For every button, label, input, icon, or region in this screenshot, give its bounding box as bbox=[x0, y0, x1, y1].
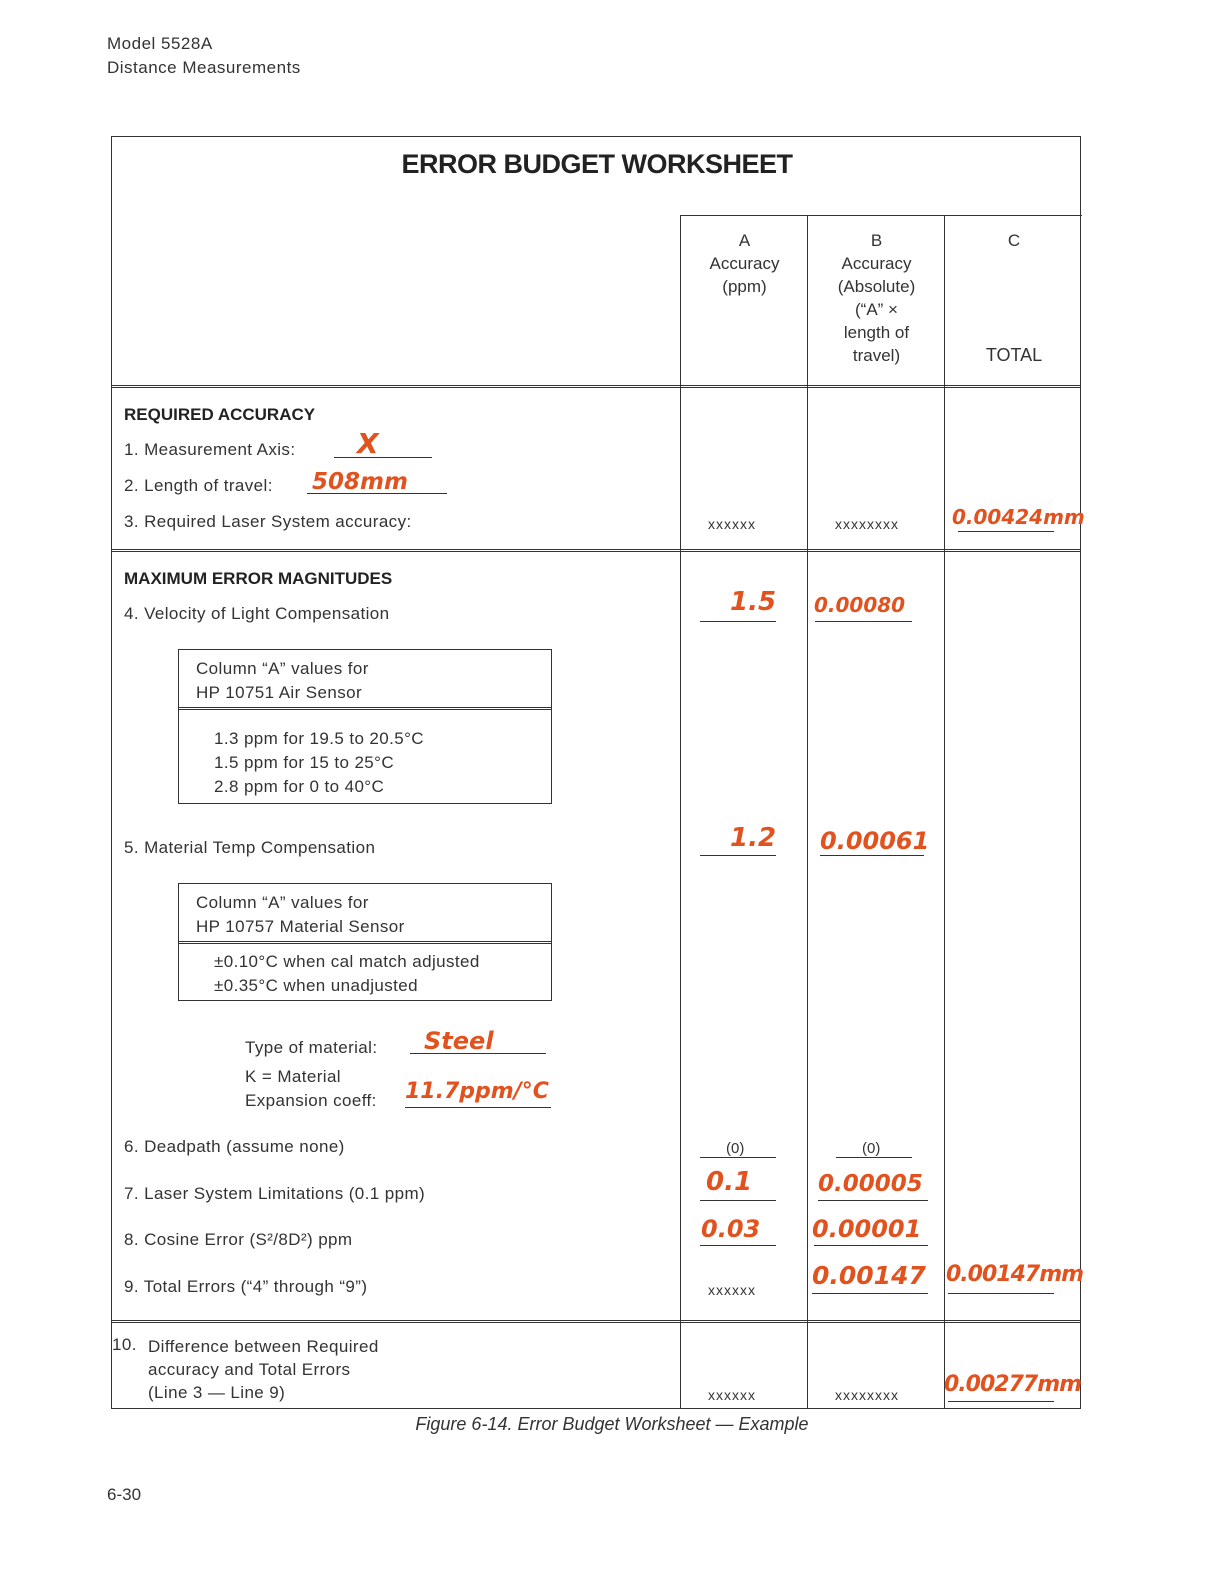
row-8-label: 8. Cosine Error (S²/8D²) ppm bbox=[124, 1230, 353, 1249]
column-c-letter: C bbox=[1007, 231, 1021, 250]
row-6-a: (0) bbox=[726, 1140, 745, 1157]
row-10-c: 0.00277mm bbox=[944, 1372, 1082, 1397]
separator-2 bbox=[112, 549, 1080, 552]
column-b-label: Accuracy bbox=[841, 254, 912, 273]
row-9-label: 9. Total Errors (“4” through “9”) bbox=[124, 1277, 368, 1296]
row-3-c: 0.00424mm bbox=[952, 505, 1085, 529]
row-3-b: xxxxxxxx bbox=[835, 516, 899, 532]
column-header-top bbox=[680, 215, 1082, 216]
row-2-value: 508mm bbox=[312, 469, 408, 495]
row-9-b-underline bbox=[812, 1293, 928, 1294]
row-5-a: 1.2 bbox=[730, 823, 777, 853]
row-1-underline bbox=[334, 457, 432, 458]
row-6-label: 6. Deadpath (assume none) bbox=[124, 1137, 345, 1156]
row-8-b: 0.00001 bbox=[812, 1215, 922, 1243]
row-4-a: 1.5 bbox=[730, 587, 777, 617]
row-6-a-underline bbox=[700, 1157, 776, 1158]
expansion-coeff-label-1: K = Material bbox=[245, 1067, 341, 1086]
material-sensor-value-1: ±0.10°C when cal match adjusted bbox=[214, 952, 480, 971]
row-7-b-underline bbox=[818, 1200, 928, 1201]
row-3-a: xxxxxx bbox=[708, 516, 756, 532]
air-sensor-box bbox=[178, 649, 552, 804]
model-header: Model 5528A bbox=[107, 34, 213, 53]
row-9-c-underline bbox=[948, 1293, 1054, 1294]
column-b-label-4: length of bbox=[843, 323, 910, 342]
row-9-a: xxxxxx bbox=[708, 1282, 756, 1298]
separator-3 bbox=[112, 1320, 1080, 1323]
row-10-label bbox=[148, 1335, 379, 1404]
row-10-label-1: Difference between Required bbox=[148, 1337, 379, 1356]
row-4-a-underline bbox=[700, 621, 776, 622]
row-3-c-underline bbox=[958, 531, 1054, 532]
row-10-number: 10. bbox=[112, 1335, 137, 1354]
row-2-label: 2. Length of travel: bbox=[124, 476, 273, 495]
column-c-label: TOTAL bbox=[985, 345, 1043, 365]
air-sensor-box-head: Column “A” values for bbox=[196, 659, 369, 678]
row-5-a-underline bbox=[700, 855, 776, 856]
row-8-b-underline bbox=[814, 1245, 928, 1246]
row-6-b: (0) bbox=[862, 1140, 881, 1157]
material-sensor-box-head: Column “A” values for bbox=[196, 893, 369, 912]
column-a-label: Accuracy bbox=[709, 254, 780, 273]
expansion-coeff-value: 11.7ppm/°C bbox=[405, 1079, 549, 1104]
row-5-b: 0.00061 bbox=[820, 827, 930, 855]
figure-caption: Figure 6-14. Error Budget Worksheet — Example bbox=[415, 1414, 809, 1434]
material-sensor-value-2: ±0.35°C when unadjusted bbox=[214, 976, 418, 995]
column-b-label-5: travel) bbox=[852, 346, 901, 365]
worksheet-title: ERROR BUDGET WORKSHEET bbox=[401, 149, 793, 179]
expansion-coeff-label-2: Expansion coeff: bbox=[245, 1091, 377, 1110]
column-a-header bbox=[682, 229, 807, 298]
air-sensor-box-separator bbox=[179, 707, 551, 710]
required-accuracy-heading: REQUIRED ACCURACY bbox=[124, 405, 316, 424]
page-number: 6-30 bbox=[107, 1485, 142, 1504]
column-b-label-3: (“A” × bbox=[855, 300, 898, 319]
material-sensor-box-separator bbox=[179, 941, 551, 944]
row-7-a: 0.1 bbox=[706, 1167, 753, 1197]
error-budget-worksheet bbox=[111, 136, 1085, 1409]
row-10-b: xxxxxxxx bbox=[835, 1387, 899, 1403]
row-9-b: 0.00147 bbox=[812, 1261, 926, 1290]
column-b-label-2: (Absolute) bbox=[837, 277, 916, 296]
row-7-label: 7. Laser System Limitations (0.1 ppm) bbox=[124, 1184, 426, 1203]
column-a-letter: A bbox=[738, 231, 751, 250]
separator-1 bbox=[112, 385, 1080, 388]
row-8-a-underline bbox=[700, 1245, 776, 1246]
air-sensor-value-2: 1.5 ppm for 15 to 25°C bbox=[214, 753, 395, 772]
maximum-error-heading: MAXIMUM ERROR MAGNITUDES bbox=[124, 569, 393, 588]
column-c-header bbox=[946, 229, 1082, 367]
column-divider-a bbox=[680, 215, 681, 1408]
material-sensor-box bbox=[178, 883, 552, 1001]
air-sensor-value-3: 2.8 ppm for 0 to 40°C bbox=[214, 777, 385, 796]
column-b-letter: B bbox=[870, 231, 883, 250]
air-sensor-value-1: 1.3 ppm for 19.5 to 20.5°C bbox=[214, 729, 424, 748]
column-a-unit: (ppm) bbox=[722, 277, 767, 296]
row-10-c-underline bbox=[948, 1401, 1054, 1402]
column-b-header bbox=[809, 229, 944, 367]
row-1-label: 1. Measurement Axis: bbox=[124, 440, 296, 459]
row-4-label: 4. Velocity of Light Compensation bbox=[124, 604, 390, 623]
column-divider-c bbox=[944, 215, 945, 1408]
row-1-value: X bbox=[357, 427, 379, 460]
row-10-label-3: (Line 3 — Line 9) bbox=[148, 1383, 286, 1402]
row-3-label: 3. Required Laser System accuracy: bbox=[124, 512, 412, 531]
air-sensor-box-model: HP 10751 Air Sensor bbox=[196, 683, 363, 702]
expansion-coeff-underline bbox=[405, 1107, 551, 1108]
row-9-c: 0.00147mm bbox=[946, 1262, 1084, 1287]
row-7-b: 0.00005 bbox=[818, 1171, 923, 1197]
row-8-a: 0.03 bbox=[701, 1215, 761, 1243]
row-4-b: 0.00080 bbox=[814, 593, 906, 617]
material-sensor-box-model: HP 10757 Material Sensor bbox=[196, 917, 405, 936]
material-type-value: Steel bbox=[424, 1027, 494, 1055]
row-10-label-2: accuracy and Total Errors bbox=[148, 1360, 351, 1379]
row-5-label: 5. Material Temp Compensation bbox=[124, 838, 376, 857]
row-4-b-underline bbox=[815, 621, 912, 622]
row-7-a-underline bbox=[700, 1200, 776, 1201]
section-header: Distance Measurements bbox=[107, 58, 301, 77]
row-5-b-underline bbox=[820, 855, 924, 856]
row-10-a: xxxxxx bbox=[708, 1387, 756, 1403]
column-divider-b bbox=[807, 215, 808, 1408]
material-type-label: Type of material: bbox=[245, 1038, 378, 1057]
row-6-b-underline bbox=[836, 1157, 912, 1158]
